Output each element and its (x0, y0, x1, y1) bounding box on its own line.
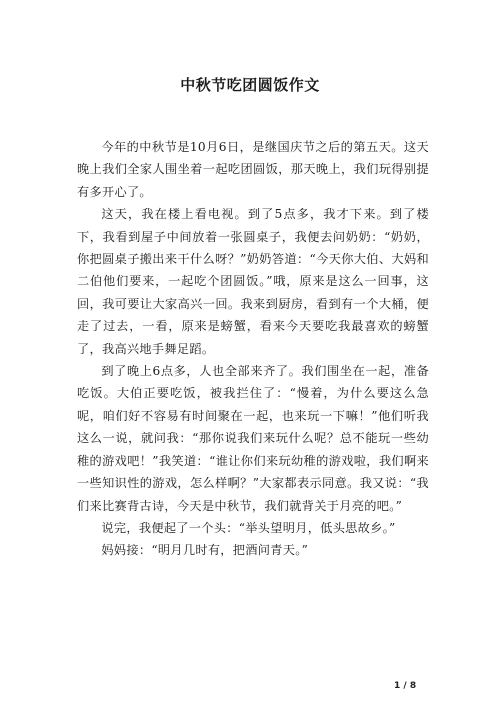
paragraph-5: 妈妈接：“明月几时有，把酒问青天。” (101, 543, 309, 558)
document-title: 中秋节吃团圆饭作文 (180, 76, 320, 94)
document-body (77, 136, 429, 562)
page-number: 1 / 8 (394, 681, 417, 691)
paragraph-1: 今年的中秋节是10月6日，是继国庆节之后的第五天。这天晚上我们全家人围坐着一起吃团圆饭，那天晚上，我们玩得别提有多开心了。 (77, 140, 429, 199)
paragraph-2: 这天，我在楼上看电视。到了5点多，我才下来。到了楼下，我看到屋子中间放着一张圆桌子，我便去问奶奶：“奶奶，你把圆桌子搬出来干什么呀？”奶奶答道：“今天你大伯、大妈和二伯他们要来，一起吃个团圆饭。”哦，原来是这么一回事，这回，我可要让大家高兴一回。我来到厨房，看到有一个大桶，便走了过去，一看，原来是螃蟹，看来今天要吃我最喜欢的螃蟹了，我高兴地手舞足蹈。 (77, 207, 429, 356)
paragraph-3: 到了晚上6点多，人也全部来齐了。我们围坐在一起，准备吃饭。大伯正要吃饭，被我拦住了：“慢着，为什么要这么急呢，咱们好不容易有时间聚在一起，也来玩一下嘛！”他们听我这么一说，就问我：“那你说我们来玩什么呢？总不能玩一些幼稚的游戏吧！”我笑道：“谁让你们来玩幼稚的游戏啦，我们啊来一些知识性的游戏，怎么样啊？”大家都表示同意。我又说：“我们来比赛背古诗，今天是中秋节，我们就背关于月亮的吧。” (77, 364, 429, 513)
paragraph-4: 说完，我便起了一个头：“举头望明月，低头思故乡。” (101, 520, 396, 535)
